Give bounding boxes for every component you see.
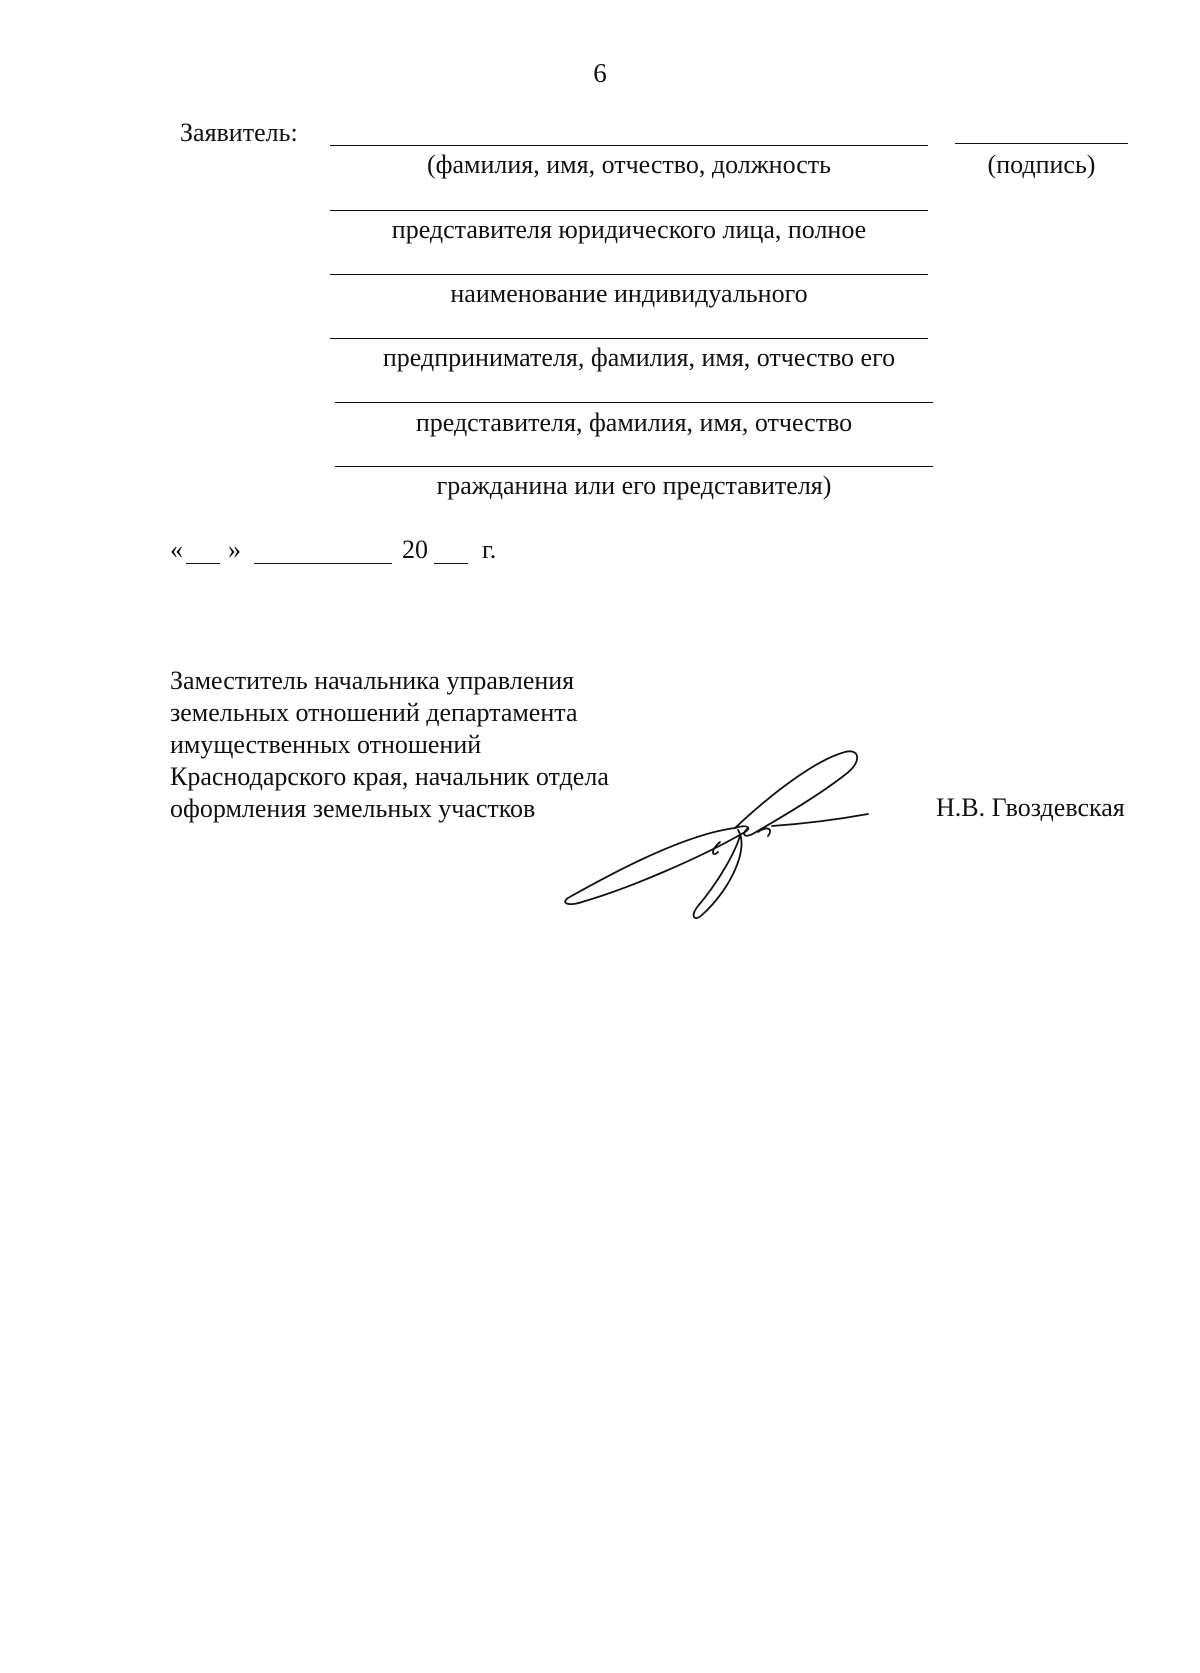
signatory-position-line-3: имущественных отношений [170, 730, 482, 759]
applicant-signature-blank-line[interactable] [955, 143, 1128, 144]
handwritten-signature [560, 740, 900, 925]
applicant-caption-line-2: представителя юридического лица, полное [391, 215, 867, 244]
year-prefix: 20 [402, 535, 428, 564]
date-line [170, 535, 530, 575]
year-blank-line[interactable] [434, 563, 468, 564]
applicant-caption-line-5: представителя, фамилия, имя, отчество [415, 408, 853, 437]
applicant-name-blank-line[interactable] [330, 145, 928, 146]
applicant-label: Заявитель: [180, 118, 298, 147]
page-number: 6 [593, 58, 607, 88]
year-suffix: г. [482, 535, 497, 564]
day-blank-line[interactable] [186, 563, 220, 564]
date-open-quote: « [170, 535, 183, 564]
applicant-caption-line-3: наименование индивидуального [450, 279, 808, 308]
signatory-position-line-1: Заместитель начальника управления [170, 666, 575, 695]
signatory-position [170, 665, 609, 825]
applicant-caption-line-1: (фамилия, имя, отчество, должность [426, 150, 831, 179]
signature-caption: (подпись) [987, 150, 1096, 179]
signatory-position-line-4: Краснодарского края, начальник отдела [170, 762, 609, 791]
applicant-blank-line-5[interactable] [335, 402, 933, 403]
applicant-caption-line-4: предпринимателя, фамилия, имя, отчество его [382, 343, 896, 372]
applicant-blank-line-3[interactable] [330, 274, 928, 275]
signatory-position-line-5: оформления земельных участков [170, 794, 536, 823]
signatory-name: Н.В. Гвоздевская [936, 793, 1125, 822]
applicant-blank-line-2[interactable] [330, 210, 928, 211]
applicant-blank-line-4[interactable] [330, 338, 928, 339]
month-blank-line[interactable] [254, 563, 392, 564]
applicant-blank-line-6[interactable] [335, 466, 933, 467]
date-close-quote: » [228, 535, 241, 564]
signatory-position-line-2: земельных отношений департамента [170, 698, 578, 727]
applicant-caption-line-6: гражданина или его представителя) [436, 471, 832, 500]
